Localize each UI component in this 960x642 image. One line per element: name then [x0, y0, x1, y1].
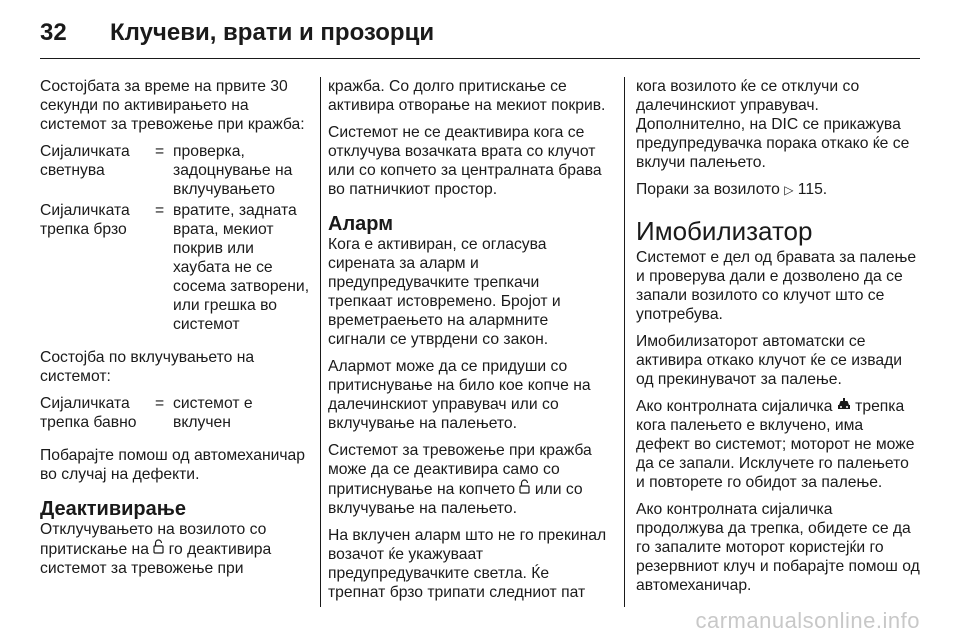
alarm-heading: Аларм: [328, 213, 394, 235]
immobilizer-heading: Имобилизатор: [636, 216, 813, 246]
status-row: [40, 142, 310, 199]
paragraph-post: или со вклучување на палењето.: [328, 481, 583, 517]
paragraph: На вклучен аларм што не го прекинал возачот ќе укажуваат предупредувачките светла. Ќе трепнат брзо трипати следниот пат: [328, 527, 607, 601]
equals-sign: =: [155, 143, 165, 160]
paragraph-pre: Ако контролната сијаличка: [636, 398, 837, 415]
paragraph: Имобилизаторот автоматски се активира откако клучот ќе се извади од прекинувачот за палење.: [636, 333, 902, 388]
column-1: [40, 77, 310, 586]
unlock-icon: [519, 479, 530, 499]
header-rule: [40, 58, 920, 59]
reference-text: Пораки за возилото: [636, 181, 785, 198]
deactivation-text-pre: Отклучувањето на возилото со притискање на: [40, 521, 267, 558]
status-intro: Состојбата за време на првите 30 секунди по активирањето на системот за тревожење при кражба:: [40, 78, 305, 133]
column-3: [636, 77, 920, 603]
paragraph: [328, 441, 608, 518]
after-activation-label: Состојба по вклучувањето на системот:: [40, 349, 255, 385]
status-term: Сијаличката светнува: [40, 143, 130, 179]
paragraph: Системот е дел од бравата за палење и проверува дали е дозволено да се запали возилото со клучот што се употребува.: [636, 249, 917, 323]
reference-arrow-icon: ▷: [784, 183, 794, 197]
deactivation-text-post: го деактивира системот за тревожење при: [40, 541, 272, 577]
paragraph: Ако контролната сијаличка продолжува да трепка, обидете се да го запалите моторот користејќи го резервниот клуч и побарајте помош од автомеханичар.: [636, 501, 920, 594]
status-term: Сијаличката трепка бавно: [40, 395, 137, 431]
status-desc: вратите, задната врата, мекиот покрив или хаубата не се сосема затворени, или грешка во системот: [173, 202, 310, 333]
paragraph: кога возилото ќе се отклучи со далечинскиот управувач. Дополнително, на DIC се прикажува предупредувачка порака откако ќе се вклучи палењето.: [636, 78, 910, 171]
watermark: carmanualsonline.info: [695, 608, 920, 633]
status-term: Сијаличката трепка брзо: [40, 202, 130, 238]
unlock-icon: [153, 539, 164, 559]
deactivation-text: [40, 520, 310, 578]
status-row: [40, 394, 310, 432]
vehicle-messages-reference: Пораки за возилото ▷ 115.: [636, 181, 828, 198]
car-key-icon: [837, 397, 851, 416]
paragraph-post: трепка кога палењето е вклучено, има дефект во системот; моторот не може да се запали. Исклучете го палењето и повторете го обидот за палење.: [636, 398, 915, 491]
reference-page[interactable]: 115: [797, 181, 823, 198]
paragraph-pre: Системот за тревожење при кражба може да се деактивира само со притиснување на копчето: [328, 442, 592, 498]
paragraph: Алармот може да се придуши со притиснување на било кое копче на далечинскиот управувач или со вклучување на палењето.: [328, 358, 591, 432]
deactivation-heading: Деактивирање: [40, 498, 187, 520]
help-text: Побарајте помош од автомеханичар во случај на дефекти.: [40, 447, 305, 483]
after-activation-list: [40, 394, 310, 432]
equals-sign: =: [155, 395, 165, 412]
status-list: [40, 142, 310, 334]
page-header: [40, 18, 434, 48]
page-title: Клучеви, врати и прозорци: [110, 19, 435, 46]
status-desc: системот е вклучен: [173, 395, 253, 431]
page-number: 32: [40, 19, 67, 46]
paragraph: Кога е активиран, се огласува сирената за аларм и предупредувачките трепкачи трепкаат истовремено. Бројот и времетраењето на алармните сигнали се утврдени со закон.: [328, 236, 561, 348]
paragraph: Системот не се деактивира кога се отклучува возачката врата со клучот или со копчето за централната брава во патничкиот простор.: [328, 124, 602, 198]
column-2: [328, 77, 608, 610]
status-desc: проверка, задоцнување на вклучувањето: [173, 143, 293, 198]
column-divider-2: [624, 77, 625, 607]
equals-sign: =: [155, 202, 165, 219]
paragraph: [636, 397, 920, 492]
column-divider-1: [320, 77, 321, 607]
paragraph: кражба. Со долго притискање се активира отворање на мекиот покрив.: [328, 78, 606, 114]
status-row: [40, 201, 310, 334]
